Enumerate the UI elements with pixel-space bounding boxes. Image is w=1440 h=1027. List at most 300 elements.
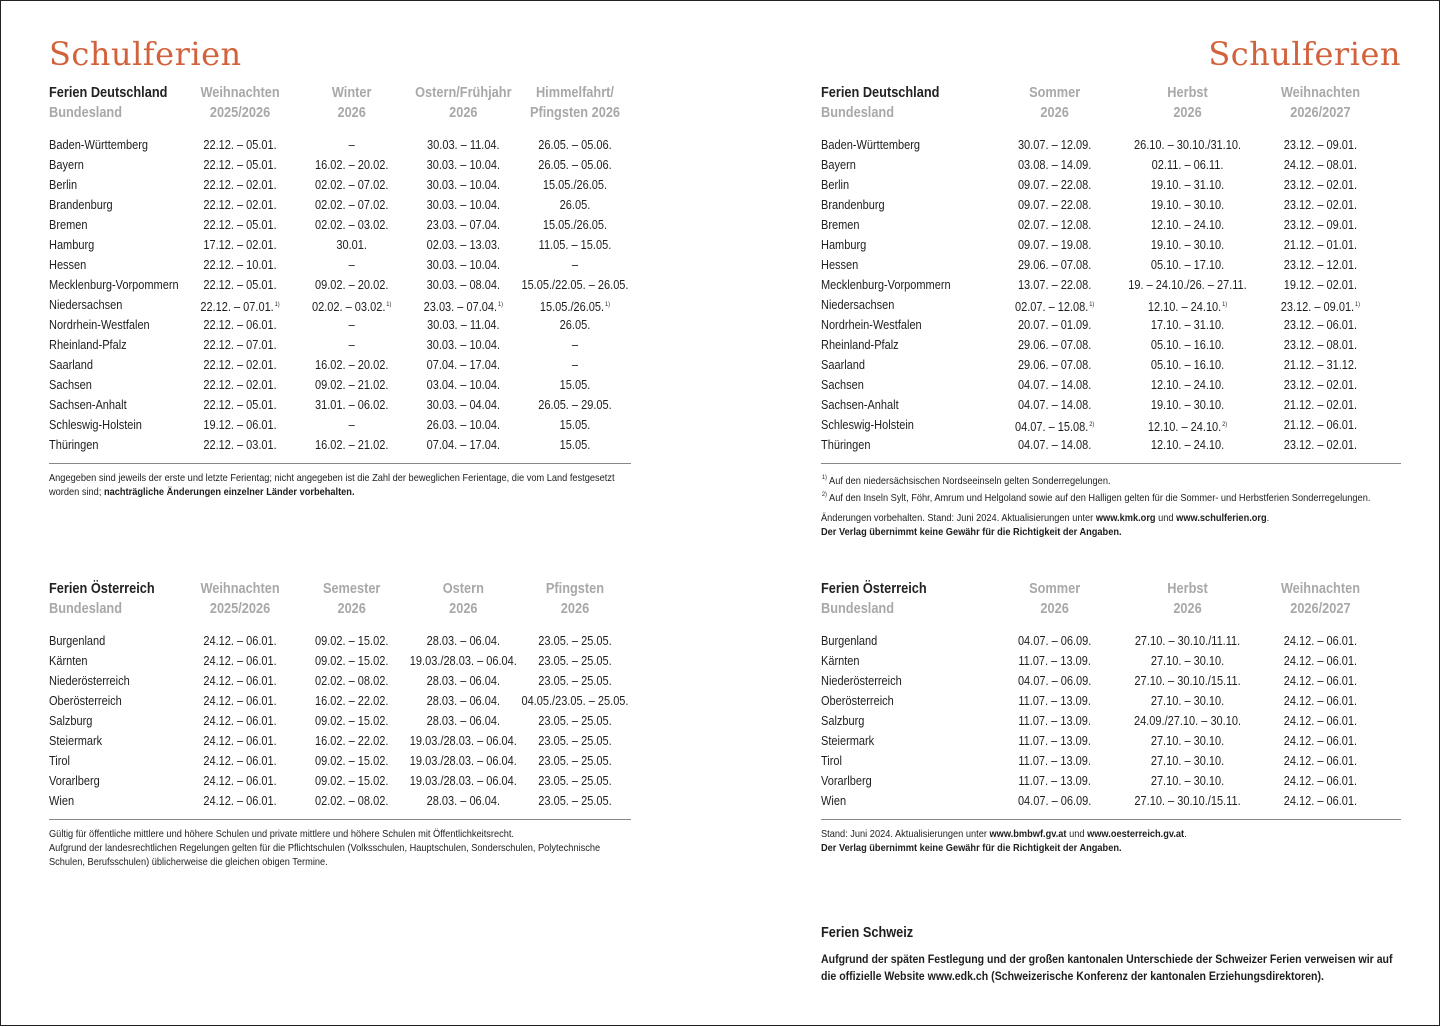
date-cell: 02.03. – 13.03. — [426, 238, 501, 252]
table-header — [49, 83, 631, 123]
date-cell: 30.03. – 11.04. — [427, 138, 500, 152]
date-cell: 03.04. – 10.04. — [426, 378, 501, 392]
column-header: Weihnachten 2026/2027 — [1280, 581, 1360, 617]
left-page — [49, 1, 631, 1027]
kmk-link: www.kmk.org — [1095, 512, 1156, 524]
date-cell: 24.12. – 06.01. — [203, 654, 277, 668]
table-row — [821, 255, 1401, 275]
bmbwf-link: www.bmbwf.gv.at — [989, 828, 1067, 840]
state-name: Bayern — [49, 158, 84, 172]
date-cell: 28.03. – 06.04. — [426, 674, 501, 688]
table-row — [49, 235, 631, 255]
column-header: Himmelfahrt/ Pfingsten 2026 — [529, 85, 621, 121]
state-name: Bremen — [821, 218, 860, 232]
state-name: Salzburg — [49, 714, 93, 728]
germany-footnotes: $^{1)}$ Auf den niedersächsischen Nordseeinseln gelten Sonderregelungen. $^{2)}$ Auf den Inseln Sylt, Föhr, Amrum und Helgoland sowie auf den Halligen gelten für die Sommer- und Herbstferien Sonderregelungen. Änderungen vorbehalten. Stand: Juni 2024. Aktualisierungen unter www.kmk.org und www.schulferien.org. Der Verlag übernimmt keine Gewähr für die Richtigkeit der Angaben. — [821, 474, 1371, 538]
state-name: Hessen — [821, 258, 859, 272]
table-row — [49, 195, 631, 215]
date-cell: 23.12. – 06.01. — [1283, 318, 1358, 332]
date-cell: 19.03./28.03. – 06.04. — [409, 654, 517, 668]
disclaimer: Der Verlag übernimmt keine Gewähr für die Richtigkeit der Angaben. — [821, 842, 1122, 854]
state-name: Bremen — [49, 218, 88, 232]
date-cell: 09.02. – 21.02. — [314, 378, 389, 392]
state-name: Thüringen — [49, 438, 99, 452]
table-row — [49, 255, 631, 275]
date-cell: 09.02. – 15.02. — [314, 754, 389, 768]
date-cell: 23.05. – 25.05. — [538, 714, 612, 728]
date-cell: 05.10. – 16.10. — [1150, 358, 1225, 372]
date-cell: 24.12. – 06.01. — [203, 674, 277, 688]
date-cell: 02.02. – 08.02. — [314, 794, 389, 808]
date-cell: 24.12. – 06.01. — [1283, 714, 1358, 728]
date-cell: 17.12. – 02.01. — [203, 238, 277, 252]
table-row — [49, 375, 631, 395]
table-row — [49, 631, 631, 651]
footnote-marker: 1) — [1354, 301, 1361, 308]
date-cell: 21.12. – 01.01. — [1283, 238, 1358, 252]
date-cell: 21.12. – 31.12. — [1283, 358, 1358, 372]
table-row — [821, 315, 1401, 335]
date-cell: 30.03. – 10.04. — [426, 158, 501, 172]
state-name: Burgenland — [821, 634, 878, 648]
table-row — [49, 671, 631, 691]
table-row — [49, 791, 631, 811]
date-cell: 27.10. – 30.10./15.11. — [1134, 794, 1241, 808]
date-cell: 02.07. – 12.08.$^{1)}$ — [1014, 300, 1095, 314]
date-cell: 24.09./27.10. – 30.10. — [1133, 714, 1242, 728]
date-cell: 23.12. – 08.01. — [1283, 338, 1358, 352]
date-cell: 28.03. – 06.04. — [426, 634, 501, 648]
table-row — [49, 771, 631, 791]
date-cell: – — [571, 358, 579, 372]
table-row — [821, 671, 1401, 691]
date-cell: 22.12. – 05.01. — [203, 278, 277, 292]
date-cell: 24.12. – 06.01. — [1283, 794, 1358, 808]
table-row — [821, 711, 1401, 731]
state-name: Niedersachsen — [821, 298, 895, 312]
state-name: Rheinland-Pfalz — [49, 338, 127, 352]
table-row — [821, 415, 1401, 435]
table-row — [821, 751, 1401, 771]
table-row — [49, 415, 631, 435]
state-name: Brandenburg — [49, 198, 113, 212]
date-cell: 15.05. — [559, 438, 591, 452]
table-row — [821, 435, 1401, 455]
state-name: Hamburg — [821, 238, 867, 252]
state-name: Burgenland — [49, 634, 106, 648]
table-row — [49, 711, 631, 731]
date-cell: 29.06. – 07.08. — [1017, 338, 1092, 352]
date-cell: 26.10. – 30.10./31.10. — [1133, 138, 1242, 152]
date-cell: 19. – 24.10./26. – 27.11. — [1128, 278, 1247, 292]
column-header: Semester 2026 — [322, 581, 381, 617]
state-name: Steiermark — [49, 734, 103, 748]
date-cell: 16.02. – 20.02. — [314, 158, 389, 172]
state-name: Sachsen-Anhalt — [821, 398, 899, 412]
column-header: Ostern 2026 — [442, 581, 484, 617]
state-name: Sachsen-Anhalt — [49, 398, 127, 412]
footnote-marker: 1) — [1222, 301, 1228, 308]
date-cell: 24.12. – 06.01. — [203, 774, 277, 788]
page-title: Schulferien — [49, 35, 242, 73]
date-cell: 23.05. – 25.05. — [538, 654, 612, 668]
date-cell: 24.12. – 06.01. — [1283, 754, 1358, 768]
date-cell: 28.03. – 06.04. — [426, 794, 501, 808]
date-cell: 04.07. – 06.09. — [1017, 794, 1092, 808]
date-cell: 23.12. – 02.01. — [1283, 438, 1358, 452]
date-cell: 19.10. – 30.10. — [1150, 398, 1225, 412]
date-cell: 16.02. – 22.02. — [314, 694, 389, 708]
table-row — [821, 295, 1401, 315]
column-header: Pfingsten 2026 — [545, 581, 605, 617]
date-cell: – — [348, 318, 355, 332]
date-cell: 27.10. – 30.10./15.11. — [1134, 674, 1241, 688]
date-cell: 24.12. – 06.01. — [1283, 634, 1358, 648]
state-name: Salzburg — [821, 714, 865, 728]
table-row — [49, 691, 631, 711]
date-cell: 22.12. – 05.01. — [203, 158, 277, 172]
date-cell: 11.07. – 13.09. — [1018, 734, 1091, 748]
state-name: Thüringen — [821, 438, 871, 452]
date-cell: 20.07. – 01.09. — [1017, 318, 1092, 332]
date-cell: 26.05. — [559, 198, 591, 212]
table-row — [821, 335, 1401, 355]
table-row — [821, 235, 1401, 255]
date-cell: 23.05. – 25.05. — [538, 754, 612, 768]
date-cell: 26.03. – 10.04. — [426, 418, 501, 432]
date-cell: 21.12. – 02.01. — [1283, 398, 1358, 412]
date-cell: 02.02. – 08.02. — [314, 674, 389, 688]
date-cell: 12.10. – 24.10.$^{2)}$ — [1147, 420, 1228, 434]
date-cell: – — [571, 258, 579, 272]
date-cell: 19.12. – 02.01. — [1283, 278, 1358, 292]
table-row — [49, 651, 631, 671]
date-cell: 04.07. – 06.09. — [1017, 674, 1092, 688]
date-cell: 02.07. – 12.08. — [1017, 218, 1092, 232]
date-cell: 12.10. – 24.10. — [1150, 378, 1225, 392]
date-cell: 30.03. – 10.04. — [426, 178, 501, 192]
column-header: Winter 2026 — [331, 85, 372, 121]
date-cell: 23.12. – 09.01. — [1283, 138, 1358, 152]
date-cell: 22.12. – 05.01. — [203, 218, 277, 232]
state-name: Wien — [821, 794, 847, 808]
state-name: Sachsen — [821, 378, 864, 392]
date-cell: 17.10. – 31.10. — [1150, 318, 1225, 332]
date-cell: 11.05. – 15.05. — [538, 238, 612, 252]
date-cell: 23.05. – 25.05. — [538, 794, 612, 808]
date-cell: 29.06. – 07.08. — [1017, 258, 1092, 272]
austria-table-winter-spring — [49, 579, 631, 811]
date-cell: 22.12. – 07.01.$^{1)}$ — [200, 300, 280, 314]
date-cell: 02.02. – 03.02.$^{1)}$ — [311, 300, 392, 314]
footnote-marker: 1) — [497, 301, 504, 308]
state-name: Wien — [49, 794, 75, 808]
table-row — [49, 295, 631, 315]
date-cell: 23.12. – 09.01.$^{1)}$ — [1280, 300, 1361, 314]
state-name: Bayern — [821, 158, 856, 172]
date-cell: 11.07. – 13.09. — [1018, 654, 1091, 668]
austria-note: Stand: Juni 2024. Aktualisierungen unter www.bmbwf.gv.at und www.oesterreich.gv.at. Der Verlag übernimmt keine Gewähr für die Richtigkeit der Angaben. — [821, 828, 1187, 854]
date-cell: 30.03. – 10.04. — [426, 198, 501, 212]
date-cell: 22.12. – 02.01. — [203, 358, 277, 372]
table-row — [49, 751, 631, 771]
column-header: Sommer 2026 — [1029, 581, 1081, 617]
date-cell: 07.04. – 17.04. — [426, 358, 501, 372]
date-cell: 23.12. – 02.01. — [1283, 178, 1358, 192]
column-header: Weihnachten 2025/2026 — [200, 85, 280, 121]
state-name: Niederösterreich — [49, 674, 130, 688]
state-name: Schleswig-Holstein — [821, 418, 914, 432]
state-name: Nordrhein-Westfalen — [821, 318, 922, 332]
date-cell: 02.11. – 06.11. — [1151, 158, 1224, 172]
date-cell: 28.03. – 06.04. — [426, 694, 501, 708]
date-cell: 24.12. – 06.01. — [1283, 674, 1358, 688]
state-name: Kärnten — [49, 654, 88, 668]
table-row — [49, 155, 631, 175]
date-cell: 19.12. – 06.01. — [203, 418, 277, 432]
date-cell: 22.12. – 02.01. — [203, 378, 277, 392]
date-cell: 09.02. – 15.02. — [314, 774, 389, 788]
date-cell: – — [348, 138, 355, 152]
column-header: Weihnachten 2025/2026 — [200, 581, 280, 617]
date-cell: 16.02. – 22.02. — [314, 734, 389, 748]
table-header — [821, 579, 1401, 619]
table-subheading: Bundesland — [821, 105, 895, 121]
page-title: Schulferien — [1208, 35, 1401, 73]
state-name: Tirol — [821, 754, 842, 768]
date-cell: 23.12. – 02.01. — [1283, 198, 1358, 212]
date-cell: 24.12. – 06.01. — [1283, 734, 1358, 748]
date-cell: 04.07. – 14.08. — [1017, 438, 1092, 452]
column-header: Herbst 2026 — [1167, 85, 1208, 121]
table-row — [49, 335, 631, 355]
state-name: Saarland — [49, 358, 94, 372]
date-cell: 24.12. – 06.01. — [203, 634, 277, 648]
date-cell: 16.02. – 20.02. — [314, 358, 389, 372]
germany-table-summer-autumn — [821, 83, 1401, 455]
table-row — [49, 175, 631, 195]
date-cell: 15.05. — [559, 378, 591, 392]
date-cell: 29.06. – 07.08. — [1017, 358, 1092, 372]
table-row — [821, 155, 1401, 175]
date-cell: 22.12. – 05.01. — [203, 138, 277, 152]
date-cell: 11.07. – 13.09. — [1018, 754, 1091, 768]
table-subheading: Bundesland — [49, 105, 123, 121]
state-name: Vorarlberg — [821, 774, 872, 788]
date-cell: 19.03./28.03. – 06.04. — [409, 734, 517, 748]
date-cell: 07.04. – 17.04. — [426, 438, 501, 452]
date-cell: 30.03. – 10.04. — [426, 338, 501, 352]
column-header: Herbst 2026 — [1167, 581, 1208, 617]
table-row — [49, 731, 631, 751]
state-name: Berlin — [821, 178, 850, 192]
divider — [49, 819, 631, 820]
state-name: Niedersachsen — [49, 298, 123, 312]
date-cell: 23.12. – 02.01. — [1283, 378, 1358, 392]
date-cell: 15.05./22.05. – 26.05. — [521, 278, 629, 292]
date-cell: 09.02. – 20.02. — [314, 278, 389, 292]
date-cell: 09.02. – 15.02. — [314, 634, 389, 648]
state-name: Mecklenburg-Vorpommern — [49, 278, 179, 292]
footnote-marker: 2) — [1089, 421, 1095, 428]
date-cell: 15.05. — [559, 418, 591, 432]
state-name: Berlin — [49, 178, 78, 192]
date-cell: 04.07. – 14.08. — [1017, 398, 1092, 412]
switzerland-section — [821, 925, 1403, 985]
date-cell: – — [348, 258, 355, 272]
date-cell: 04.07. – 15.08.$^{2)}$ — [1014, 420, 1095, 434]
table-row — [821, 175, 1401, 195]
date-cell: 24.12. – 08.01. — [1283, 158, 1358, 172]
disclaimer: Der Verlag übernimmt keine Gewähr für die Richtigkeit der Angaben. — [821, 526, 1122, 538]
switzerland-heading: Ferien Schweiz — [821, 925, 914, 941]
table-row — [821, 395, 1401, 415]
date-cell: 22.12. – 10.01. — [203, 258, 277, 272]
date-cell: 11.07. – 13.09. — [1018, 774, 1091, 788]
date-cell: 30.03. – 08.04. — [426, 278, 501, 292]
date-cell: 22.12. – 06.01. — [203, 318, 277, 332]
date-cell: 23.05. – 25.05. — [538, 634, 612, 648]
state-name: Baden-Württemberg — [49, 138, 149, 152]
date-cell: 04.07. – 14.08. — [1017, 378, 1092, 392]
date-cell: 05.10. – 17.10. — [1150, 258, 1225, 272]
date-cell: 19.03./28.03. – 06.04. — [409, 754, 517, 768]
state-name: Kärnten — [821, 654, 860, 668]
date-cell: 02.02. – 07.02. — [314, 178, 389, 192]
date-cell: 09.07. – 22.08. — [1017, 198, 1092, 212]
table-header — [49, 579, 631, 619]
table-row — [821, 631, 1401, 651]
date-cell: 27.10. – 30.10. — [1150, 734, 1225, 748]
date-cell: 27.10. – 30.10. — [1150, 774, 1225, 788]
date-cell: 13.07. – 22.08. — [1017, 278, 1092, 292]
date-cell: – — [571, 338, 579, 352]
state-name: Tirol — [49, 754, 70, 768]
austria-table-summer-autumn — [821, 579, 1401, 811]
date-cell: – — [348, 418, 355, 432]
footnote-marker: 2) — [1222, 421, 1228, 428]
date-cell: 15.05./26.05. — [542, 218, 608, 232]
table-row — [821, 771, 1401, 791]
date-cell: 30.03. – 11.04. — [427, 318, 500, 332]
austria-note: Gültig für öffentliche mittlere und höhere Schulen und private mittlere und höhere Schulen mit Öffentlichkeitsrecht. Aufgrund der landesrechtlichen Regelungen gelten für die Pflichtschulen (Volksschulen, Hauptschulen, Sonderschulen, Polytechnische Schulen, Berufsschulen) üblicherweise die gleichen obigen Termine. — [49, 828, 601, 868]
date-cell: 22.12. – 02.01. — [203, 178, 277, 192]
state-name: Oberösterreich — [49, 694, 122, 708]
date-cell: 19.10. – 31.10. — [1150, 178, 1225, 192]
date-cell: 28.03. – 06.04. — [426, 714, 501, 728]
date-cell: 03.08. – 14.09. — [1017, 158, 1092, 172]
state-name: Hessen — [49, 258, 87, 272]
table-heading: Ferien Österreich — [49, 581, 155, 597]
table-header — [821, 83, 1401, 123]
date-cell: 23.12. – 09.01. — [1283, 218, 1358, 232]
date-cell: 16.02. – 21.02. — [314, 438, 389, 452]
date-cell: 12.10. – 24.10. — [1150, 438, 1225, 452]
date-cell: 22.12. – 07.01. — [203, 338, 277, 352]
date-cell: 23.12. – 12.01. — [1283, 258, 1358, 272]
table-row — [821, 355, 1401, 375]
date-cell: 12.10. – 24.10.$^{1)}$ — [1147, 300, 1228, 314]
date-cell: 09.07. – 19.08. — [1017, 238, 1092, 252]
date-cell: 09.02. – 15.02. — [314, 714, 389, 728]
date-cell: 30.07. – 12.09. — [1017, 138, 1092, 152]
state-name: Vorarlberg — [49, 774, 100, 788]
table-heading: Ferien Deutschland — [821, 85, 940, 101]
state-name: Baden-Württemberg — [821, 138, 921, 152]
date-cell: 26.05. – 05.06. — [538, 158, 612, 172]
table-row — [49, 395, 631, 415]
date-cell: – — [348, 338, 355, 352]
table-row — [49, 215, 631, 235]
right-page — [821, 1, 1401, 1027]
state-name: Schleswig-Holstein — [49, 418, 142, 432]
table-row — [49, 275, 631, 295]
footnote-marker: 1) — [274, 301, 280, 308]
state-name: Rheinland-Pfalz — [821, 338, 899, 352]
column-header: Sommer 2026 — [1029, 85, 1081, 121]
table-row — [821, 731, 1401, 751]
date-cell: 24.12. – 06.01. — [1283, 694, 1358, 708]
germany-table-winter-spring — [49, 83, 631, 455]
date-cell: 19.10. – 30.10. — [1150, 198, 1225, 212]
date-cell: 22.12. – 02.01. — [203, 198, 277, 212]
date-cell: 11.07. – 13.09. — [1018, 714, 1091, 728]
date-cell: 05.10. – 16.10. — [1150, 338, 1225, 352]
date-cell: 12.10. – 24.10. — [1150, 218, 1225, 232]
table-row — [49, 355, 631, 375]
table-row — [49, 435, 631, 455]
footnote-marker: 1) — [386, 301, 392, 308]
oesterreich-link: www.oesterreich.gv.at — [1087, 828, 1185, 840]
date-cell: 19.10. – 30.10. — [1150, 238, 1225, 252]
date-cell: 27.10. – 30.10. — [1150, 694, 1225, 708]
date-cell: 31.01. – 06.02. — [314, 398, 389, 412]
date-cell: 11.07. – 13.09. — [1018, 694, 1091, 708]
table-row — [821, 791, 1401, 811]
date-cell: 24.12. – 06.01. — [203, 754, 277, 768]
divider — [821, 463, 1401, 464]
date-cell: 23.03. – 07.04.$^{1)}$ — [423, 300, 504, 314]
date-cell: 26.05. – 05.06. — [538, 138, 612, 152]
date-cell: 23.05. – 25.05. — [538, 674, 612, 688]
date-cell: 30.03. – 10.04. — [426, 258, 501, 272]
table-row — [821, 275, 1401, 295]
table-subheading: Bundesland — [821, 601, 895, 617]
date-cell: 02.02. – 07.02. — [314, 198, 389, 212]
date-cell: 23.03. – 07.04. — [426, 218, 501, 232]
date-cell: 27.10. – 30.10./11.11. — [1134, 634, 1241, 648]
state-name: Hamburg — [49, 238, 95, 252]
germany-note: Angegeben sind jeweils der erste und letzte Ferientag; nicht angegeben ist die Zahl der beweglichen Ferientage, die vom Land festgesetzt worden sind; nachträgliche Änderungen einzelner Länder vorbehalten. — [49, 472, 615, 498]
state-name: Steiermark — [821, 734, 875, 748]
date-cell: 04.05./23.05. – 25.05. — [521, 694, 629, 708]
date-cell: 24.12. – 06.01. — [203, 794, 277, 808]
state-name: Niederösterreich — [821, 674, 902, 688]
date-cell: 09.02. – 15.02. — [314, 654, 389, 668]
footnote-marker: 1) — [604, 301, 611, 308]
state-name: Brandenburg — [821, 198, 885, 212]
date-cell: 30.03. – 04.04. — [426, 398, 501, 412]
table-row — [821, 215, 1401, 235]
state-name: Nordrhein-Westfalen — [49, 318, 150, 332]
column-header: Ostern/Frühjahr 2026 — [415, 85, 512, 121]
table-row — [821, 691, 1401, 711]
date-cell: 27.10. – 30.10. — [1150, 654, 1225, 668]
date-cell: 24.12. – 06.01. — [1283, 654, 1358, 668]
date-cell: 27.10. – 30.10. — [1150, 754, 1225, 768]
date-cell: 22.12. – 03.01. — [203, 438, 277, 452]
date-cell: 22.12. – 05.01. — [203, 398, 277, 412]
